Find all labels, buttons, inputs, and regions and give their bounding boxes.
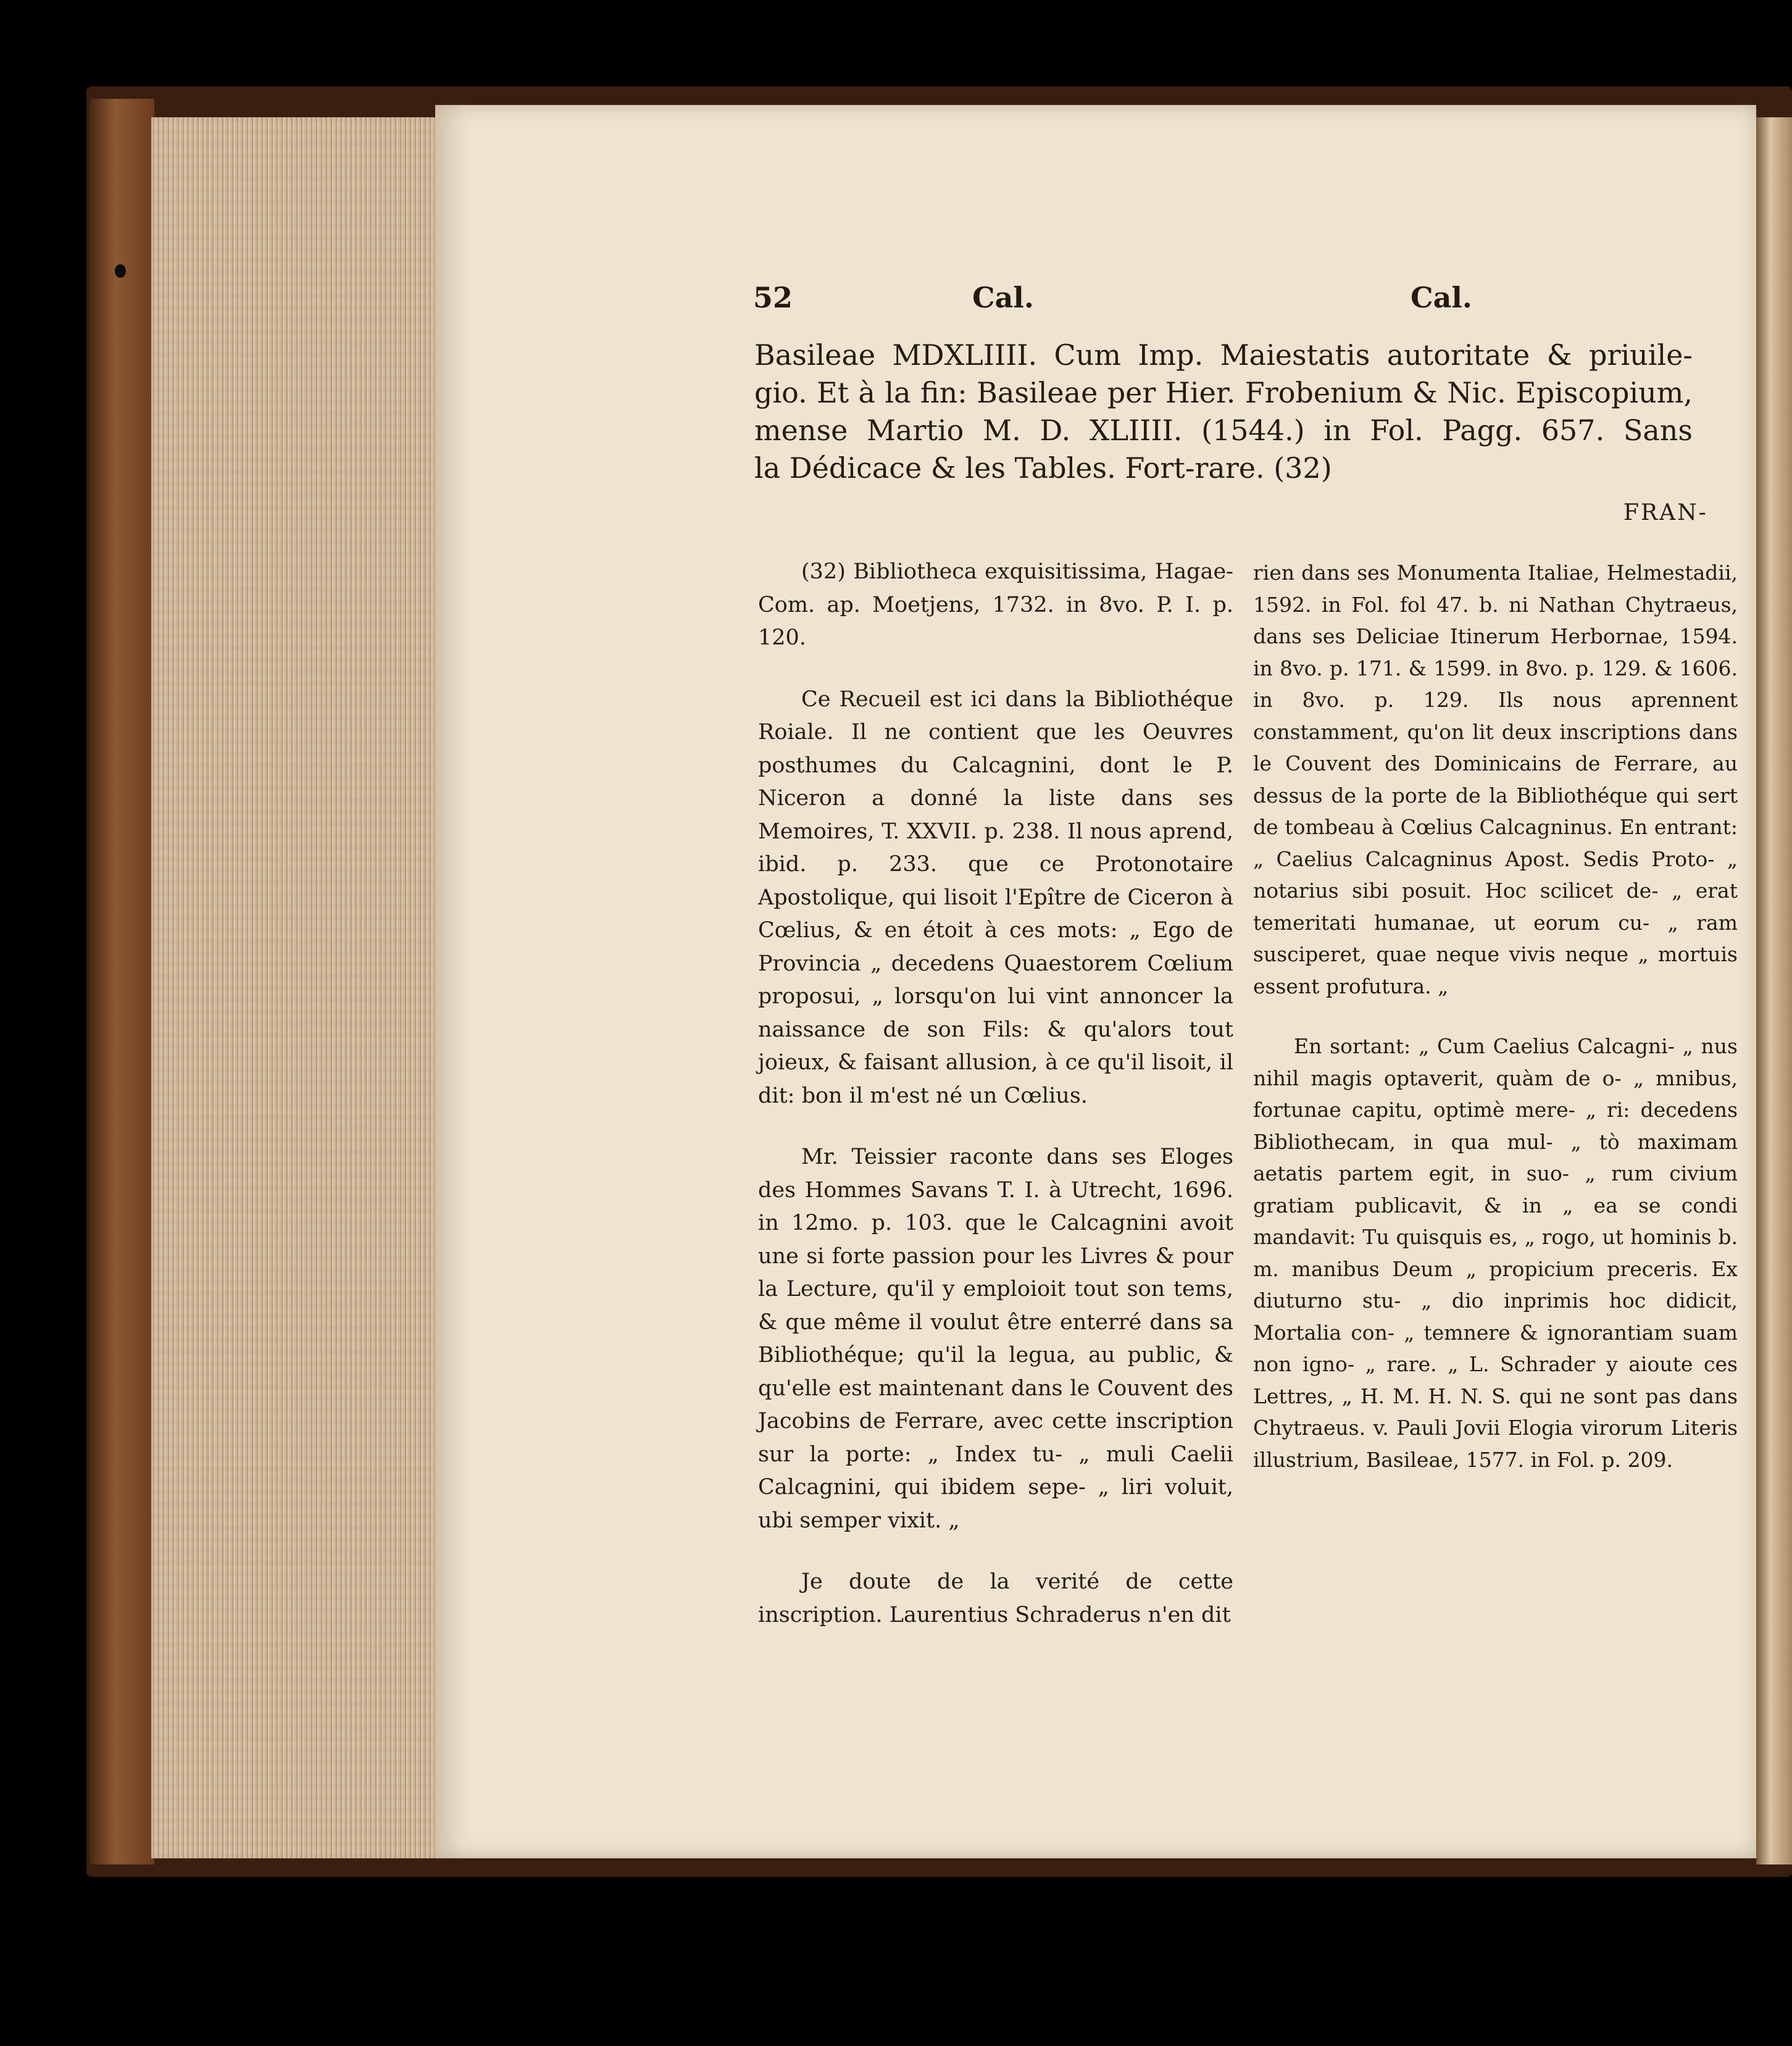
page-number: 52 bbox=[753, 281, 793, 314]
footnote-column-right bbox=[1253, 557, 1738, 1504]
binding-mark bbox=[115, 264, 126, 278]
footnote-paragraph: Je doute de la verité de cette inscription. Laurentius Schraderus n'en dit bbox=[758, 1569, 1233, 1627]
running-head-right: Cal. bbox=[1411, 281, 1472, 314]
footnote-paragraph: En sortant: „ Cum Caelius Calcagni- „ nus nihil magis optaverit, quàm de o- „ mnibus, fortunae capitu, optimè mere- „ ri: decedens Bibliothecam, in qua mul- „ tò maximam aetatis partem egit, in suo- „ rum civium gratiam publicavit, & in „ ea se condi mandavit: Tu quisquis es, „ rogo, ut hominis b. m. manibus Deum „ propicium preceris. Ex diuturno stu- „ dio inprimis hoc didicit, Mortalia con- „ temnere & ignorantiam suam non igno- „ rare. „ L. Schrader y aioute ces Lettres, „ H. M. H. N. S. qui ne sont pas dans Chytraeus. v. Pauli Jovii Elogia virorum Literis illustrium, Basileae, 1577. in Fol. p. 209. bbox=[1253, 1034, 1738, 1472]
footnote-paragraph: rien dans ses Monumenta Italiae, Helmestadii, 1592. in Fol. fol 47. b. ni Nathan Chytraeus, dans ses Deliciae Itinerum Herbornae, 1594. in 8vo. p. 171. & 1599. in 8vo. p. 129. & 1606. in 8vo. p. 129. Ils nous aprennent constamment, qu'on lit deux inscriptions dans le Couvent des Dominicains de Ferrare, au dessus de la porte de la Bibliothéque qui sert de tombeau à Cœlius Calcagninus. En entrant: „ Caelius Calcagninus Apost. Sedis Proto- „ notarius sibi posuit. Hoc scilicet de- „ erat temeritati humanae, ut eorum cu- „ ram susciperet, quae neque vivis neque „ mortuis essent profutura. „ bbox=[1253, 561, 1738, 998]
catchword: FRAN- bbox=[1623, 500, 1708, 525]
footnote-column-left bbox=[758, 556, 1233, 1660]
page-block-edges bbox=[151, 117, 440, 1858]
facing-page-edge bbox=[1756, 117, 1792, 1864]
bibliographic-entry bbox=[754, 336, 1693, 487]
entry-line: Basileae MDXLIIII. Cum Imp. Maiestatis autoritate & priuile- bbox=[754, 338, 1693, 372]
footnote-paragraph: Mr. Teissier raconte dans ses Eloges des Hommes Savans T. I. à Utrecht, 1696. in 12mo. p. 103. que le Calcagnini avoit une si forte passion pour les Livres & pour la Lecture, qu'il y emploioit tout son tems, & que même il voulut être enterré dans sa Bibliothéque; qu'il la legua, au public, & qu'elle est maintenant dans le Couvent des Jacobins de Ferrare, avec cette inscription sur la porte: „ Index tu- „ muli Caelii Calcagnini, qui ibidem sepe- „ liri voluit, ubi semper vixit. „ bbox=[758, 1145, 1233, 1533]
book-cover-edge bbox=[90, 99, 154, 1864]
footnote-paragraph: (32) Bibliotheca exquisitissima, Hagae-Com. ap. Moetjens, 1732. in 8vo. P. I. p. 120. bbox=[758, 559, 1233, 650]
entry-line: gio. Et à la fin: Basileae per Hier. Frobenium & Nic. Episcopium, bbox=[754, 376, 1693, 409]
footnote-paragraph: Ce Recueil est ici dans la Bibliothéque Roiale. Il ne contient que les Oeuvres posthumes du Calcagnini, dont le P. Niceron a donné la liste dans ses Memoires, T. XXVII. p. 238. Il nous aprend, ibid. p. 233. que ce Protonotaire Apostolique, qui lisoit l'Epître de Ciceron à Cœlius, & en étoit à ces mots: „ Ego de Provincia „ decedens Quaestorem Cœlium proposui, „ lorsqu'on lui vint annoncer la naissance de son Fils: & qu'alors tout joieux, & faisant allusion, à ce qu'il lisoit, il dit: bon il m'est né un Cœlius. bbox=[758, 687, 1233, 1108]
entry-line: la Dédicace & les Tables. Fort-rare. (32) bbox=[754, 451, 1332, 485]
entry-line: mense Martio M. D. XLIIII. (1544.) in Fol. Pagg. 657. Sans bbox=[754, 414, 1693, 447]
page-header bbox=[753, 281, 1679, 318]
running-head-left: Cal. bbox=[972, 281, 1034, 314]
